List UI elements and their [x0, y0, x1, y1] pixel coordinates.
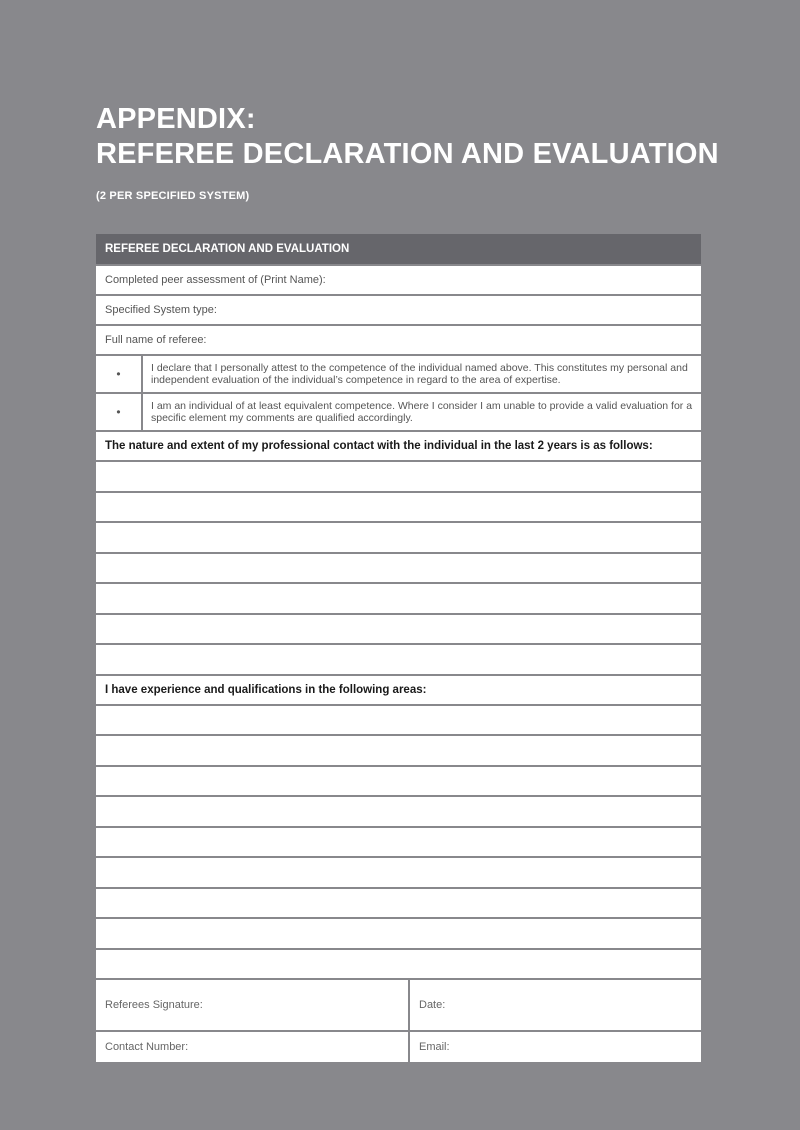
title-line-main: REFEREE DECLARATION AND EVALUATION	[96, 138, 719, 170]
declaration-row-competence	[96, 394, 701, 430]
email-field[interactable]	[410, 1032, 701, 1062]
contact-answer-line[interactable]	[96, 493, 701, 522]
referee-name-field[interactable]	[96, 326, 701, 354]
date-label: Date:	[419, 999, 446, 1011]
experience-section-label: I have experience and qualifications in the following areas:	[96, 676, 701, 704]
contact-email-row	[96, 1032, 701, 1062]
contact-answer-line[interactable]	[96, 462, 701, 491]
experience-answer-line[interactable]	[96, 706, 701, 735]
email-label: Email:	[419, 1041, 450, 1053]
bullet-icon: •	[96, 356, 143, 392]
experience-answer-line[interactable]	[96, 889, 701, 918]
contact-answer-line[interactable]	[96, 645, 701, 674]
experience-answer-line[interactable]	[96, 858, 701, 887]
contact-number-field[interactable]	[96, 1032, 410, 1062]
experience-answer-line[interactable]	[96, 828, 701, 857]
peer-assessment-name-field[interactable]	[96, 266, 701, 294]
system-type-label: Specified System type:	[105, 304, 217, 316]
contact-answer-line[interactable]	[96, 554, 701, 583]
bullet-icon: •	[96, 394, 143, 430]
contact-section-label: The nature and extent of my professional contact with the individual in the last 2 years is as follows:	[96, 432, 701, 460]
peer-assessment-label: Completed peer assessment of (Print Name):	[105, 274, 326, 286]
page-title	[96, 102, 719, 172]
form-header: REFEREE DECLARATION AND EVALUATION	[96, 234, 701, 264]
contact-answer-line[interactable]	[96, 523, 701, 552]
declaration-row-attest	[96, 356, 701, 392]
declaration-text-competence: I am an individual of at least equivalent competence. Where I consider I am unable to provide a valid evaluation for a specific element my comments are qualified accordingly.	[151, 399, 693, 424]
experience-answer-line[interactable]	[96, 950, 701, 979]
experience-answer-line[interactable]	[96, 767, 701, 796]
experience-answer-line[interactable]	[96, 919, 701, 948]
experience-answer-line[interactable]	[96, 797, 701, 826]
date-field[interactable]	[410, 980, 701, 1030]
contact-number-label: Contact Number:	[105, 1041, 189, 1053]
contact-answer-line[interactable]	[96, 615, 701, 644]
contact-answer-line[interactable]	[96, 584, 701, 613]
experience-answer-line[interactable]	[96, 736, 701, 765]
referee-signature-field[interactable]	[96, 980, 410, 1030]
declaration-text-attest: I declare that I personally attest to the competence of the individual named above. This constitutes my personal and independent evaluation of the individual’s competence in regard to the area of expertise.	[151, 361, 688, 386]
title-line-appendix: APPENDIX:	[96, 103, 256, 135]
system-type-field[interactable]	[96, 296, 701, 324]
page-subtitle: (2 PER SPECIFIED SYSTEM)	[96, 190, 250, 202]
referee-form	[96, 234, 701, 1064]
referee-signature-label: Referees Signature:	[105, 999, 203, 1011]
signature-date-row	[96, 980, 701, 1030]
referee-name-label: Full name of referee:	[105, 334, 207, 346]
